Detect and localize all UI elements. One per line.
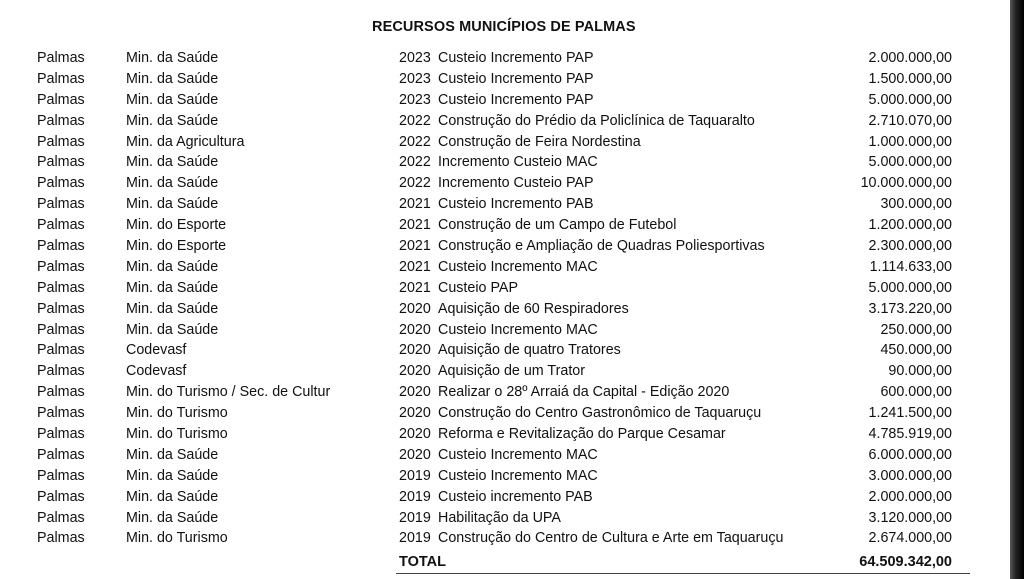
cell-year: 2022 xyxy=(399,133,431,150)
cell-value: 5.000.000,00 xyxy=(868,279,952,296)
cell-org: Min. da Saúde xyxy=(126,509,219,526)
table-row xyxy=(0,48,1010,69)
cell-year: 2020 xyxy=(399,405,431,422)
cell-description: Construção de um Campo de Futebol xyxy=(438,217,677,234)
total-label: TOTAL xyxy=(399,554,446,570)
cell-year: 2022 xyxy=(399,154,431,171)
cell-value: 4.785.919,00 xyxy=(868,426,952,443)
cell-org: Min. da Saúde xyxy=(126,154,219,171)
cell-description: Habilitação da UPA xyxy=(438,509,561,526)
cell-org: Min. da Saúde xyxy=(126,467,219,484)
cell-value: 5.000.000,00 xyxy=(868,91,952,108)
cell-org: Min. da Saúde xyxy=(126,175,219,192)
page-title: RECURSOS MUNICÍPIOS DE PALMAS xyxy=(372,19,636,35)
cell-year: 2020 xyxy=(399,321,431,338)
cell-description: Custeio PAP xyxy=(438,279,518,296)
cell-value: 6.000.000,00 xyxy=(868,446,952,463)
cell-city: Palmas xyxy=(37,175,85,192)
cell-org: Min. do Turismo xyxy=(126,405,228,422)
cell-value: 250.000,00 xyxy=(880,321,952,338)
table-row xyxy=(0,152,1010,173)
cell-year: 2020 xyxy=(399,300,431,317)
cell-org: Min. da Saúde xyxy=(126,112,219,129)
cell-value: 2.674.000,00 xyxy=(868,530,952,547)
cell-city: Palmas xyxy=(37,405,85,422)
cell-year: 2022 xyxy=(399,175,431,192)
cell-city: Palmas xyxy=(37,112,85,129)
cell-value: 2.000.000,00 xyxy=(868,488,952,505)
cell-description: Reforma e Revitalização do Parque Cesamar xyxy=(438,426,726,443)
cell-description: Custeio Incremento MAC xyxy=(438,258,598,275)
cell-city: Palmas xyxy=(37,467,85,484)
cell-value: 300.000,00 xyxy=(880,196,952,213)
resources-table xyxy=(0,48,1010,549)
cell-org: Min. da Saúde xyxy=(126,446,219,463)
table-row xyxy=(0,194,1010,215)
cell-city: Palmas xyxy=(37,154,85,171)
table-row xyxy=(0,340,1010,361)
cell-year: 2019 xyxy=(399,488,431,505)
cell-org: Min. do Turismo xyxy=(126,426,228,443)
table-row xyxy=(0,299,1010,320)
window-edge xyxy=(1010,0,1024,579)
cell-year: 2023 xyxy=(399,70,431,87)
cell-org: Min. da Saúde xyxy=(126,50,219,66)
cell-city: Palmas xyxy=(37,50,85,66)
cell-city: Palmas xyxy=(37,384,85,401)
cell-description: Custeio Incremento MAC xyxy=(438,446,598,463)
cell-org: Min. da Saúde xyxy=(126,279,219,296)
cell-city: Palmas xyxy=(37,363,85,380)
table-row xyxy=(0,445,1010,466)
cell-value: 1.241.500,00 xyxy=(868,405,952,422)
cell-description: Custeio Incremento MAC xyxy=(438,467,598,484)
cell-description: Incremento Custeio MAC xyxy=(438,154,598,171)
cell-value: 1.000.000,00 xyxy=(868,133,952,150)
cell-org: Min. do Turismo / Sec. de Cultur xyxy=(126,384,331,401)
cell-value: 1.114.633,00 xyxy=(869,258,952,275)
cell-city: Palmas xyxy=(37,217,85,234)
cell-city: Palmas xyxy=(37,426,85,443)
table-row xyxy=(0,424,1010,445)
cell-org: Min. da Saúde xyxy=(126,488,219,505)
cell-description: Incremento Custeio PAP xyxy=(438,175,594,192)
cell-city: Palmas xyxy=(37,133,85,150)
cell-description: Custeio Incremento PAP xyxy=(438,50,594,66)
table-row xyxy=(0,487,1010,508)
cell-city: Palmas xyxy=(37,91,85,108)
table-row xyxy=(0,257,1010,278)
cell-org: Min. da Saúde xyxy=(126,258,219,275)
cell-org: Min. da Saúde xyxy=(126,70,219,87)
cell-year: 2020 xyxy=(399,363,431,380)
table-row xyxy=(0,173,1010,194)
table-row xyxy=(0,466,1010,487)
cell-year: 2020 xyxy=(399,446,431,463)
cell-description: Aquisição de um Trator xyxy=(438,363,586,380)
cell-description: Aquisição de 60 Respiradores xyxy=(438,300,629,317)
cell-value: 1.500.000,00 xyxy=(868,70,952,87)
cell-value: 2.710.070,00 xyxy=(868,112,952,129)
cell-city: Palmas xyxy=(37,258,85,275)
cell-city: Palmas xyxy=(37,70,85,87)
cell-org: Min. do Esporte xyxy=(126,217,227,234)
cell-description: Custeio Incremento PAP xyxy=(438,70,594,87)
cell-city: Palmas xyxy=(37,509,85,526)
cell-description: Custeio Incremento PAP xyxy=(438,91,594,108)
cell-org: Min. da Saúde xyxy=(126,321,219,338)
cell-org: Codevasf xyxy=(126,342,187,359)
cell-year: 2019 xyxy=(399,467,431,484)
cell-city: Palmas xyxy=(37,300,85,317)
table-row xyxy=(0,382,1010,403)
table-row xyxy=(0,69,1010,90)
table-row xyxy=(0,361,1010,382)
table-row xyxy=(0,90,1010,111)
cell-year: 2019 xyxy=(399,509,431,526)
cell-value: 90.000,00 xyxy=(888,363,952,380)
table-row xyxy=(0,132,1010,153)
cell-org: Min. da Saúde xyxy=(126,91,219,108)
cell-org: Min. da Agricultura xyxy=(126,133,245,150)
cell-description: Custeio Incremento PAB xyxy=(438,196,594,213)
cell-city: Palmas xyxy=(37,279,85,296)
cell-description: Construção e Ampliação de Quadras Poliesportivas xyxy=(438,238,765,255)
cell-city: Palmas xyxy=(37,530,85,547)
table-row xyxy=(0,320,1010,341)
cell-description: Construção de Feira Nordestina xyxy=(438,133,641,150)
cell-value: 3.120.000,00 xyxy=(868,509,952,526)
cell-city: Palmas xyxy=(37,321,85,338)
total-divider xyxy=(396,573,970,574)
cell-value: 3.000.000,00 xyxy=(868,467,952,484)
cell-city: Palmas xyxy=(37,488,85,505)
cell-year: 2021 xyxy=(399,196,431,213)
cell-year: 2021 xyxy=(399,258,431,275)
cell-year: 2021 xyxy=(399,238,431,255)
cell-year: 2020 xyxy=(399,426,431,443)
cell-org: Min. do Esporte xyxy=(126,238,227,255)
cell-value: 5.000.000,00 xyxy=(868,154,952,171)
cell-city: Palmas xyxy=(37,342,85,359)
cell-year: 2020 xyxy=(399,342,431,359)
cell-description: Aquisição de quatro Tratores xyxy=(438,342,621,359)
cell-year: 2022 xyxy=(399,112,431,129)
table-row xyxy=(0,508,1010,529)
cell-year: 2020 xyxy=(399,384,431,401)
table-row xyxy=(0,236,1010,257)
cell-year: 2023 xyxy=(399,91,431,108)
cell-org: Min. da Saúde xyxy=(126,196,219,213)
cell-year: 2021 xyxy=(399,217,431,234)
cell-city: Palmas xyxy=(37,446,85,463)
table-row xyxy=(0,215,1010,236)
table-row xyxy=(0,528,1010,549)
total-value: 64.509.342,00 xyxy=(859,554,952,570)
cell-value: 3.173.220,00 xyxy=(868,300,952,317)
cell-year: 2019 xyxy=(399,530,431,547)
cell-value: 1.200.000,00 xyxy=(868,217,952,234)
cell-value: 10.000.000,00 xyxy=(860,175,952,192)
cell-value: 2.000.000,00 xyxy=(868,50,952,66)
table-row xyxy=(0,278,1010,299)
cell-org: Min. do Turismo xyxy=(126,530,228,547)
cell-description: Realizar o 28º Arraiá da Capital - Edição 2020 xyxy=(438,384,730,401)
cell-city: Palmas xyxy=(37,238,85,255)
cell-value: 600.000,00 xyxy=(880,384,952,401)
cell-city: Palmas xyxy=(37,196,85,213)
cell-value: 2.300.000,00 xyxy=(868,238,952,255)
total-row xyxy=(0,551,1010,573)
table-row xyxy=(0,403,1010,424)
cell-value: 450.000,00 xyxy=(880,342,952,359)
cell-org: Min. da Saúde xyxy=(126,300,219,317)
cell-year: 2023 xyxy=(399,50,431,66)
cell-org: Codevasf xyxy=(126,363,187,380)
cell-description: Construção do Centro Gastronômico de Taquaruçu xyxy=(438,405,762,422)
cell-year: 2021 xyxy=(399,279,431,296)
cell-description: Custeio incremento PAB xyxy=(438,488,593,505)
cell-description: Custeio Incremento MAC xyxy=(438,321,598,338)
table-row xyxy=(0,111,1010,132)
cell-description: Construção do Prédio da Policlínica de Taquaralto xyxy=(438,112,755,129)
cell-description: Construção do Centro de Cultura e Arte em Taquaruçu xyxy=(438,530,784,547)
